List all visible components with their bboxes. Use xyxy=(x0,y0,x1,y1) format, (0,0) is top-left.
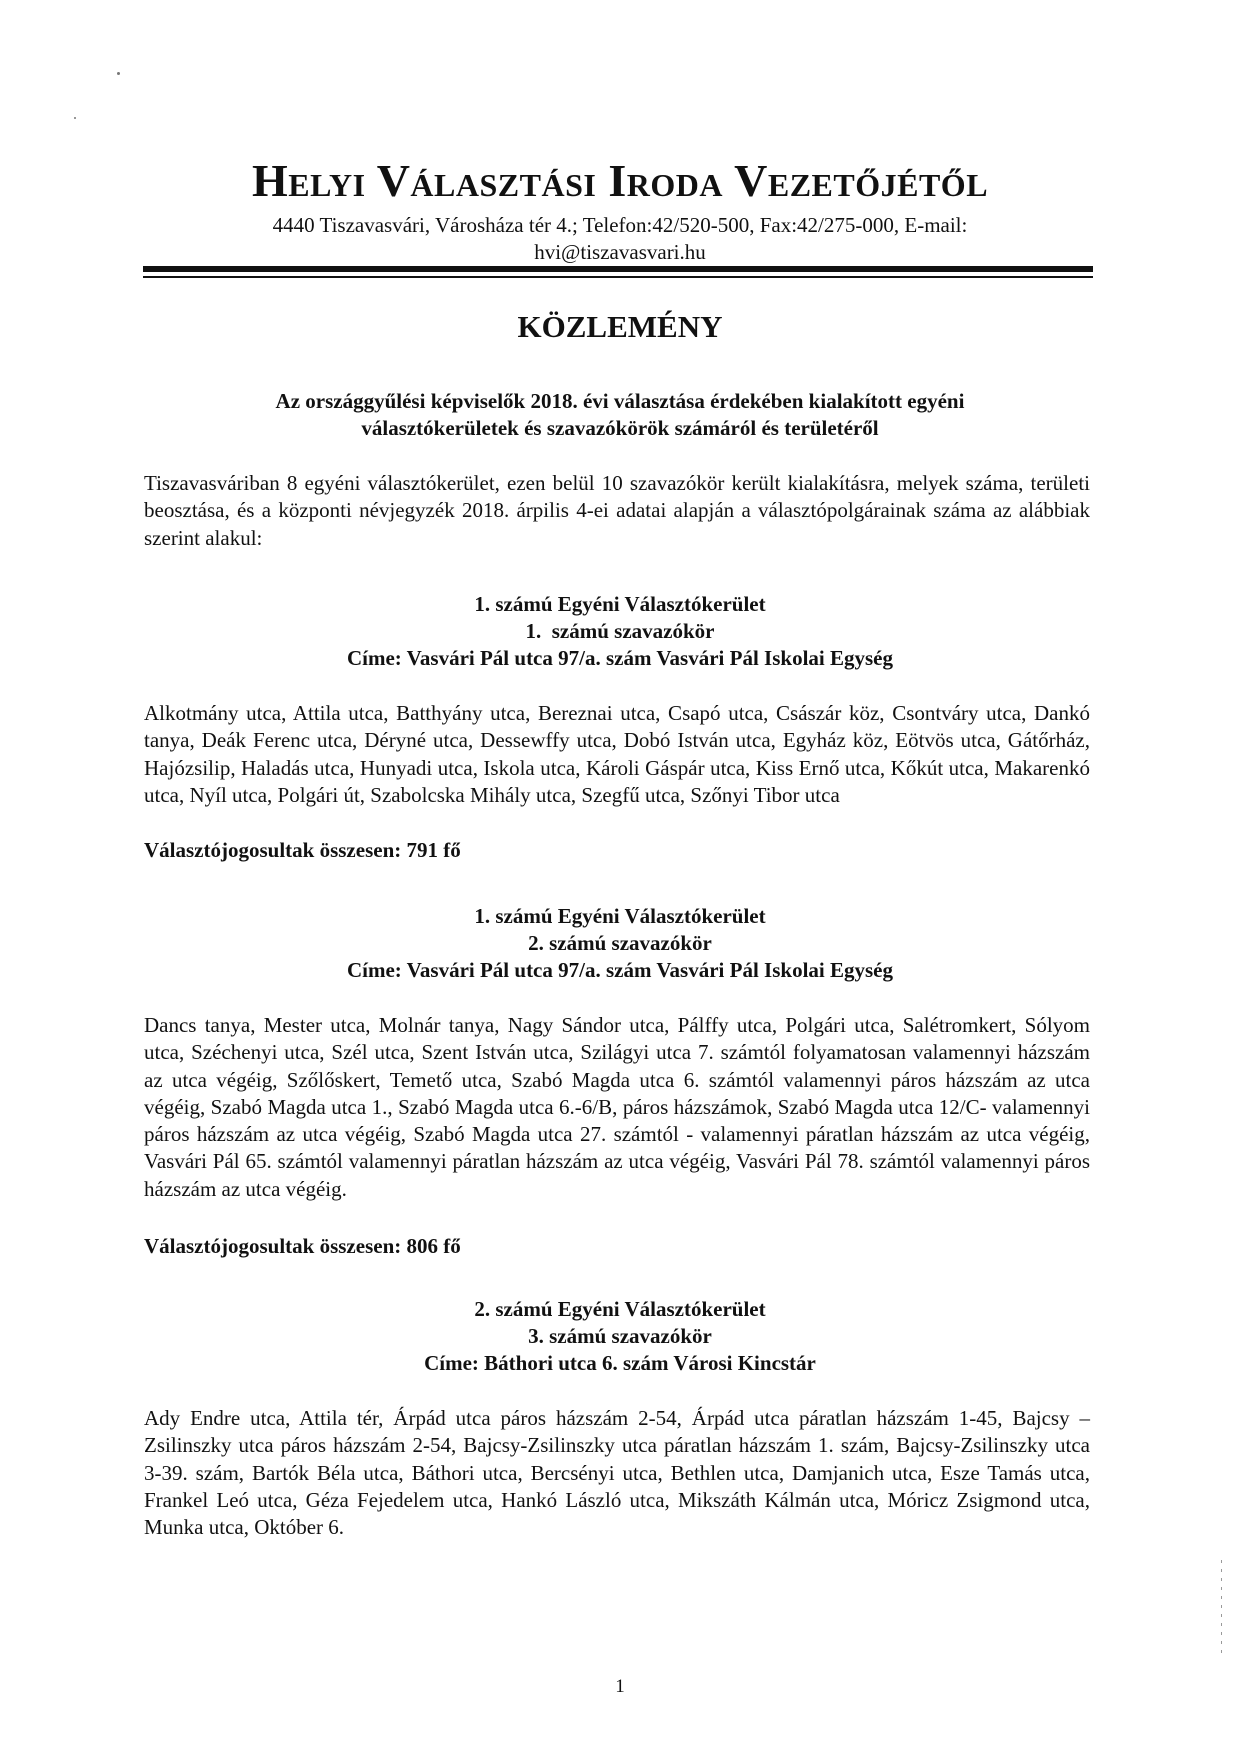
page-number: 1 xyxy=(615,1676,625,1697)
contact-line-1: 4440 Tiszavasvári, Városháza tér 4.; Telefon:42/520-500, Fax:42/275-000, E-mail: xyxy=(272,213,968,237)
document-heading: KÖZLEMÉNY xyxy=(517,309,723,344)
header-rule-thin xyxy=(143,276,1093,278)
section-3-streets: Ady Endre utca, Attila tér, Árpád utca páros házszám 2-54, Árpád utca páratlan házszám 1-45, Bajcsy –Zsilinszky utca páros házszám 2-54, Bajcsy-Zsilinszky utca páratlan házszám 1. szám, Bajcsy-Zsilinszky utca 3-39. szám, Bartók Béla utca, Báthori utca, Bercsényi utca, Bethlen utca, Damjanich utca, Esze Tamás utca, Frankel Leó utca, Géza Fejedelem utca, Hankó László utca, Mikszáth Kálmán utca, Móricz Zsigmond utca, Munka utca, Október 6. xyxy=(144,1406,1090,1540)
scan-speck xyxy=(74,117,76,119)
intro-paragraph: Tiszavasváriban 8 egyéni választókerület, ezen belül 10 szavazókör került kialakításra, melyek száma, területi beosztása, és a központi névjegyzék 2018. árpilis 4-ei adatai alapján a választópolgárainak száma az alábbiak szerint alakul: xyxy=(144,471,1090,550)
section-1-heading xyxy=(140,591,1100,672)
section-2-address: Címe: Vasvári Pál utca 97/a. szám Vasvári Pál Iskolai Egység xyxy=(346,958,893,982)
section-1-precinct: 1. számú szavazókör xyxy=(525,619,715,643)
section-2-total: Választójogosultak összesen: 806 fő xyxy=(144,1234,461,1258)
section-2-streets: Dancs tanya, Mester utca, Molnár tanya, Nagy Sándor utca, Pálffy utca, Polgári utca, Salétromkert, Sólyom utca, Széchenyi utca, Szél utca, Szent István utca, Szilágyi utca 7. számtól folyamatosan valamennyi házszám az utca végéig, Szőlőskert, Temető utca, Szabó Magda utca 6. számtól valamennyi páros házszám az utca végéig, Szabó Magda utca 1., Szabó Magda utca 6.-6/B, páros házszámok, Szabó Magda utca 12/C- valamennyi páros házszám az utca végéig, Szabó Magda utca 27. számtól - valamennyi páratlan házszám az utca végéig, Vasvári Pál 65. számtól valamennyi páratlan házszám az utca végéig, Vasvári Pál 78. számtól valamennyi páros házszám az utca végéig. xyxy=(144,1013,1090,1201)
section-3-district: 2. számú Egyéni Választókerület xyxy=(474,1297,766,1321)
section-3-address: Címe: Báthori utca 6. szám Városi Kincstár xyxy=(424,1351,816,1375)
section-1-streets: Alkotmány utca, Attila utca, Batthyány utca, Bereznai utca, Csapó utca, Császár köz, Csontváry utca, Dankó tanya, Deák Ferenc utca, Déryné utca, Dessewffy utca, Dobó István utca, Egyház köz, Eötvös utca, Gátőrház, Hajózsilip, Haladás utca, Hunyadi utca, Iskola utca, Károli Gáspár utca, Kiss Ernő utca, Kőkút utca, Makarenkó utca, Nyíl utca, Polgári út, Szabolcska Mihály utca, Szegfű utca, Szőnyi Tibor utca xyxy=(144,701,1090,807)
scan-margin-mark xyxy=(1221,1560,1222,1655)
section-2-heading xyxy=(140,903,1100,984)
contact-line-2: hvi@tiszavasvari.hu xyxy=(534,240,706,264)
section-3-precinct: 3. számú szavazókör xyxy=(528,1324,712,1348)
subtitle-line-2: választókerületek és szavazókörök számáról és területéről xyxy=(361,416,879,440)
document-subtitle xyxy=(140,388,1100,442)
section-3-heading xyxy=(140,1296,1100,1377)
section-1-address: Címe: Vasvári Pál utca 97/a. szám Vasvári Pál Iskolai Egység xyxy=(346,646,893,670)
office-title: Helyi Választási Iroda Vezetőjétől xyxy=(251,155,989,206)
subtitle-line-1: Az országgyűlési képviselők 2018. évi választása érdekében kialakított egyéni xyxy=(275,389,965,413)
scan-speck xyxy=(117,72,120,75)
section-1-total: Választójogosultak összesen: 791 fő xyxy=(144,838,461,862)
header-rule-thick xyxy=(143,266,1093,272)
section-1-district: 1. számú Egyéni Választókerület xyxy=(474,592,766,616)
section-2-district: 1. számú Egyéni Választókerület xyxy=(474,904,766,928)
section-2-precinct: 2. számú szavazókör xyxy=(528,931,712,955)
